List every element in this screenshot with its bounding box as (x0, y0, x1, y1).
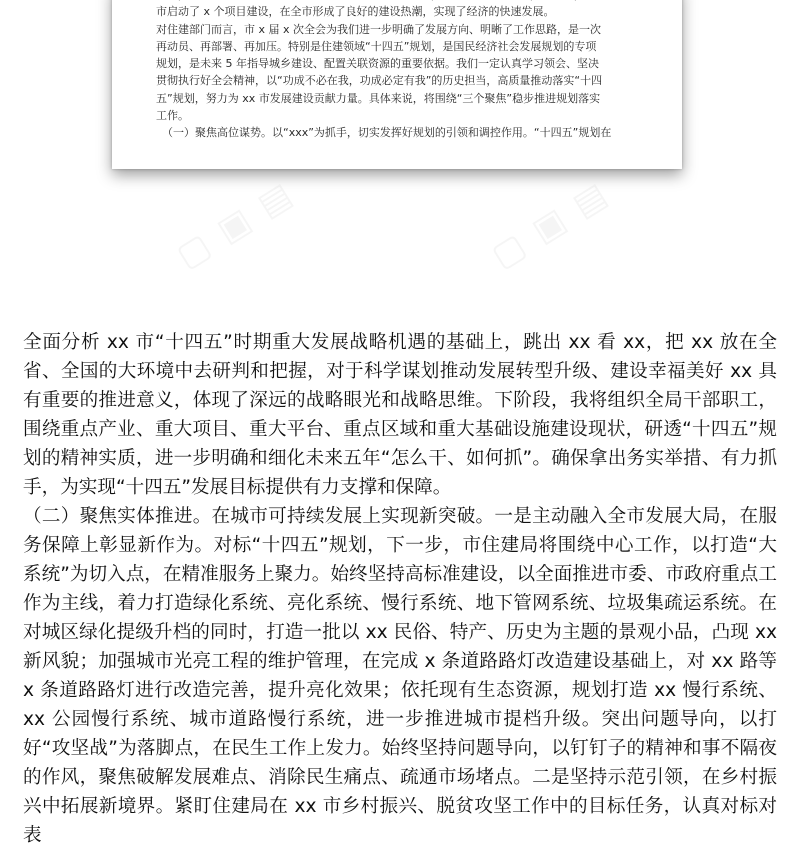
watermark: ▢ ▣ ▤ (169, 173, 301, 277)
preview-line: （一）聚焦高位谋势。以“xxx”为抓手，切实发挥好规划的引领和调控作用。“十四五”规划在 (162, 126, 612, 140)
preview-line: 对住建部门而言，市 x 届 x 次全会为我们进一步明确了发展方向、明晰了工作思路，是一次 (156, 22, 602, 36)
body-paragraph: 全面分析 xx 市“十四五”时期重大发展战略机遇的基础上，跳出 xx 看 xx，把 xx 放在全省、全国的大环境中去研判和把握，对于科学谋划推动发展转型升级、建设幸福美好 xx 具有重要的推进意义，体现了深远的战略眼光和战略思维。下阶段，我将组织全局干部职工，围绕重点产业、重大项目、重大平台、重点区域和重大基础设施建设现状，研透“十四五”规划的精神实质，进一步明确和细化未来五年“怎么干、如何抓”。确保拿出务实举措、有力抓手，为实现“十四五”发展目标提供有力支撑和保障。 (23, 332, 777, 498)
preview-line: 五”规划，努力为 xx 市发展建设贡献力量。具体来说，将围绕“三个聚焦”稳步推进规划落实 (156, 91, 601, 105)
document-preview-area (0, 0, 800, 310)
document-page-preview (112, 0, 682, 169)
preview-line: 市启动了 x 个项目建设，在全市形成了良好的建设热潮，实现了经济的快速发展。 (156, 5, 555, 19)
body-paragraph: （二）聚焦实体推进。在城市可持续发展上实现新突破。一是主动融入全市发展大局，在服务保障上彰显新作为。对标“十四五”规划，下一步，市住建局将围绕中心工作，以打造“大系统”为切入点，在精准服务上聚力。始终坚持高标准建设，以全面推进市委、市政府重点工作为主线，着力打造绿化系统、亮化系统、慢行系统、地下管网系统、垃圾集疏运系统。在对城区绿化提级升档的同时，打造一批以 xx 民俗、特产、历史为主题的景观小品，凸现 xx 新风貌；加强城市光亮工程的维护管理，在完成 x 条道路路灯改造建设基础上，对 xx 路等 x 条道路路灯进行改造完善，提升亮化效果；依托现有生态资源，规划打造 xx 慢行系统、xx 公园慢行系统、城市道路慢行系统，进一步推进城市提档升级。突出问题导向，以打好“攻坚战”为落脚点，在民生工作上发力。始终坚持问题导向，以钉钉子的精神和事不隔夜的作风，聚焦破解发展难点、消除民生痛点、疏通市场堵点。二是坚持示范引领，在乡村振兴中拓展新境界。紧盯住建局在 xx 市乡村振兴、脱贫攻坚工作中的目标任务，认真对标对表 (23, 506, 777, 846)
preview-line: 再动员、再部署、再加压。特别是住建领域“十四五”规划，是国民经济社会发展规划的专项 (156, 39, 597, 53)
preview-line: 贯彻执行好全会精神，以“功成不必在我，功成必定有我”的历史担当，高质量推动落实“十四 (156, 74, 603, 88)
preview-line: 工作。 (156, 109, 189, 123)
preview-line: 规划，是未来 5 年指导城乡建设、配置关联资源的重要依据。我们一定认真学习领会、坚决 (156, 57, 599, 71)
watermark: ▢ ▣ ▤ (484, 173, 616, 277)
preview-text (156, 0, 652, 142)
document-body (23, 328, 777, 850)
